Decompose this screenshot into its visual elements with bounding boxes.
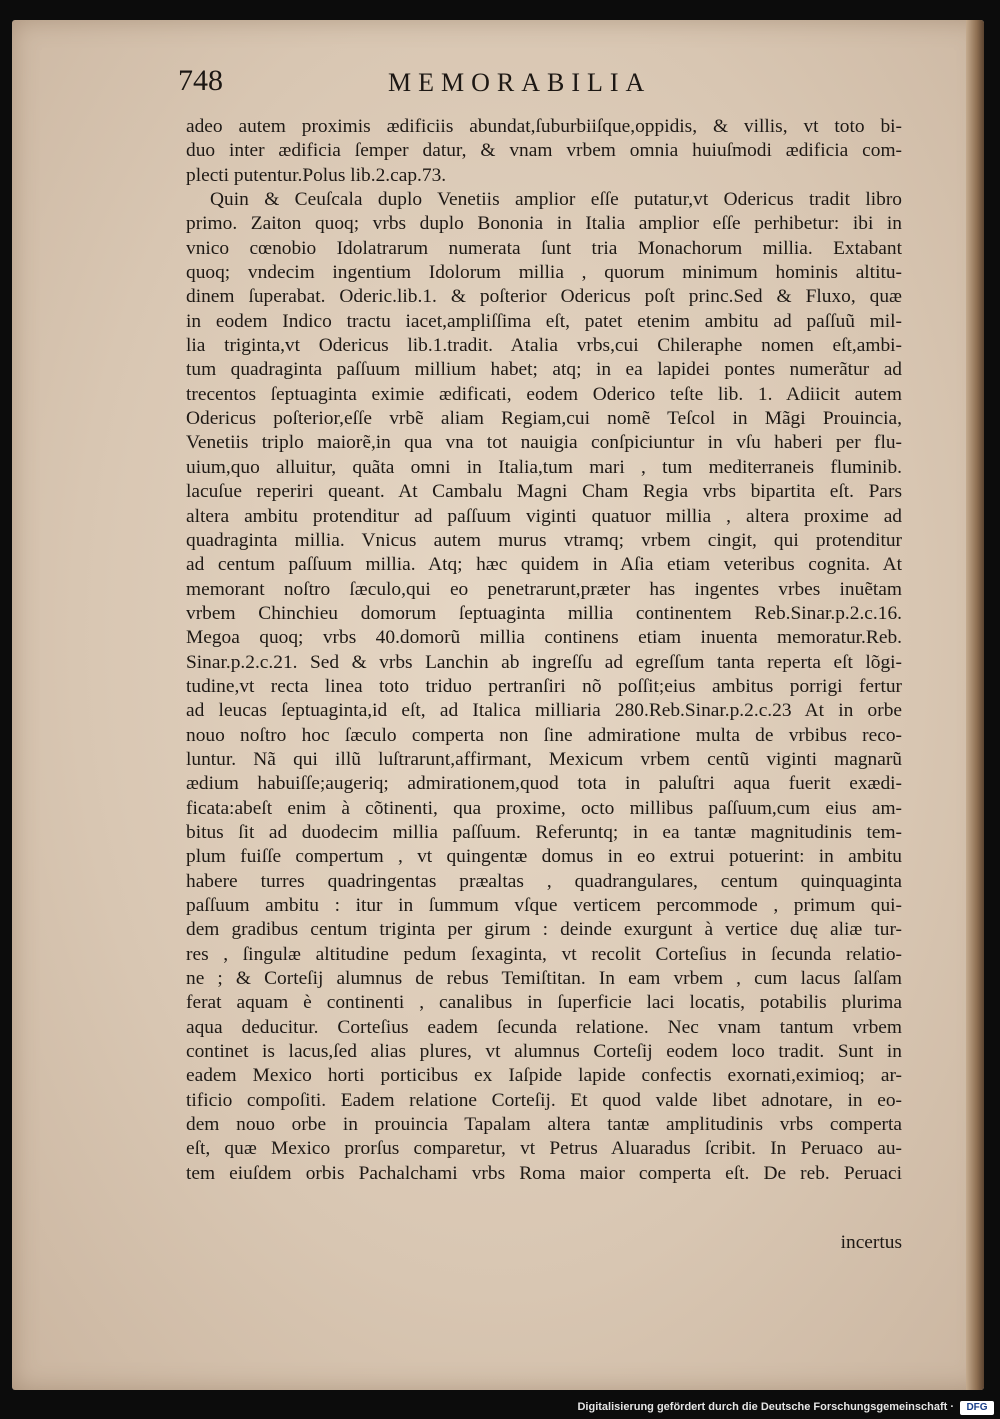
- text-line: ædium habuiſſe;augeriq; admirationem,quod tota in paluſtri aqua fuerit exædi-: [186, 773, 902, 795]
- text-line: luntur. Nã qui illũ luſtrarunt,affirmant, Mexicum vrbem centũ viginti magnarũ: [186, 748, 902, 770]
- digitization-footer: [0, 1398, 1000, 1419]
- text-line: ne ; & Corteſij alumnus de rebus Temiſtitan. In eam vrbem , cum lacus ſalſam: [186, 968, 902, 990]
- text-line: dem nouo orbe in prouincia Tapalam altera tantæ amplitudinis vrbs comperta: [186, 1114, 902, 1136]
- text-line: Sinar.p.2.c.21. Sed & vrbs Lanchin ab ingreſſu ad egreſſum tanta reperta eſt lõgi-: [186, 651, 902, 673]
- text-line: eadem Mexico horti porticibus ex Iaſpide lapide confectis exornati,eximioq; ar-: [186, 1065, 902, 1087]
- text-line: quadraginta millia. Vnicus autem murus vtramq; vrbem cingit, qui protenditur: [186, 529, 902, 551]
- text-line: continet is lacus,ſed alias plures, vt alumnus Corteſij eodem loco tradit. Sunt in: [186, 1041, 902, 1063]
- text-line: Odericus poſterior,eſſe vrbẽ aliam Regiam,cui nomẽ Teſcol in Mãgi Prouincia,: [186, 408, 902, 430]
- text-line: ad centum paſſuum millia. Atq; hæc quidem in Aſia etiam veteribus cognita. At: [186, 554, 902, 576]
- text-line: bitus ſit ad duodecim millia paſſuum. Referuntq; in ea tantæ magnitudinis tem-: [186, 821, 902, 843]
- text-line: trecentos ſeptuaginta eximie ædificati, eodem Oderico teſte lib. 1. Adiicit autem: [186, 383, 902, 405]
- text-line: lacuſue reperiri queant. At Cambalu Magni Cham Regia vrbs bipartita eſt. Pars: [186, 481, 902, 503]
- text-line: quoq; vndecim ingentium Idolorum millia , quorum minimum hominis altitu-: [186, 262, 902, 284]
- text-line: plum fuiſſe compertum , vt quingentæ domus in eo extrui potuerint: in ambitu: [186, 846, 902, 868]
- text-line: tum quadraginta paſſuum millium habet; atq; in ea lapidei pontes numerãtur ad: [186, 359, 902, 381]
- text-line: tificio compoſiti. Eadem relatione Corteſij. Et quod valde libet adnotare, in eo-: [186, 1089, 902, 1111]
- text-line: dinem ſuperabat. Oderic.lib.1. & poſterior Odericus poſt princ.Sed & Fluxo, quæ: [186, 286, 902, 308]
- body-text: [186, 115, 902, 1186]
- text-line: vnico cœnobio Idolatrarum numerata ſunt tria Monachorum millia. Extabant: [186, 237, 902, 259]
- page-number: 748: [178, 64, 223, 97]
- text-line: in eodem Indico tractu iacet,ampliſſima eſt, patet etenim ambitu ad paſſuũ mil-: [186, 310, 902, 332]
- text-line: paſſuum ambitu : itur in ſummum vſque verticem percommode , primum qui-: [186, 895, 902, 916]
- text-line: Venetiis triplo maiorẽ,in qua vna tot nauigia conſpiciuntur in vſu haberi per flu-: [186, 432, 902, 454]
- text-line: aqua deducitur. Corteſius eadem ſecunda relatione. Nec vnam tantum vrbem: [186, 1016, 902, 1038]
- text-line: ferat aquam è continenti , canalibus in ſuperficie laci locatis, potabilis plurima: [186, 992, 902, 1014]
- text-line: altera ambitu protenditur ad paſſuum viginti quatuor millia , altera proxime ad: [186, 505, 902, 527]
- catchword: incertus: [840, 1232, 902, 1253]
- text-line: memorant noſtro ſæculo,qui eo penetrarunt,præter has ingentes vrbes inuẽtam: [186, 578, 902, 600]
- text-line: eſt, quæ Mexico prorſus comparetur, vt Petrus Aluaradus ſcribit. In Peruaco au-: [186, 1138, 902, 1160]
- text-line: Megoa quoq; vrbs 40.domorũ millia continens etiam inuenta memoratur.Reb.: [186, 627, 902, 649]
- funding-credit: Digitalisierung gefördert durch die Deutsche Forschungsgemeinschaft ·: [577, 1401, 954, 1413]
- text-line: duo inter ædificia ſemper datur, & vnam vrbem omnia huiuſmodi ædificia com-: [186, 140, 902, 162]
- text-line: tem eiuſdem orbis Pachalchami vrbs Roma maior comperta eſt. De reb. Peruaci: [186, 1162, 902, 1184]
- text-line: habere turres quadringentas præaltas , quadrangulares, centum quinquaginta: [186, 870, 902, 892]
- text-line: plecti putentur.Polus lib.2.cap.73.: [186, 164, 447, 186]
- text-line: adeo autem proximis ædificiis abundat,ſuburbiiſque,oppidis, & villis, vt toto bi-: [186, 116, 902, 137]
- text-line: primo. Zaiton quoq; vrbs duplo Bononia in Italia amplior eſſe perhibetur: ibi in: [186, 213, 902, 235]
- text-line: Quin & Ceuſcala duplo Venetiis amplior eſſe putatur,vt Odericus tradit libro: [210, 189, 902, 211]
- text-line: ficata:abeſt enim à cõtinenti, qua proxime, octo millibus paſſuum,cum eius am-: [186, 797, 902, 819]
- dfg-logo: DFG: [960, 1401, 994, 1415]
- text-line: tudine,vt recta linea toto triduo pertranſiri nõ poſſit;eius ambitus porrigi fertur: [186, 675, 902, 697]
- text-line: lia triginta,vt Odericus lib.1.tradit. Atalia vrbs,cui Chileraphe nomen eſt,ambi-: [186, 335, 902, 357]
- text-line: vrbem Chinchieu domorum ſeptuaginta millia continentem Reb.Sinar.p.2.c.16.: [186, 602, 902, 624]
- text-line: nouo noſtro hoc ſæculo comperta non ſine admiratione multa de vrbibus reco-: [186, 724, 902, 746]
- text-line: dem gradibus centum triginta per girum : deinde exurgunt à vertice duę aliæ tur-: [186, 919, 902, 941]
- text-line: res , ſingulæ altitudine pedum ſexaginta, vt recolit Corteſius in ſecunda relatio-: [186, 943, 902, 965]
- page-header: [178, 64, 738, 104]
- page-gutter-edge: [966, 20, 984, 1390]
- text-line: uium,quo alluitur, quãta omni in Italia,tum mari , tum mediterraneis fluminib.: [186, 456, 902, 478]
- running-head: MEMORABILIA: [388, 68, 652, 97]
- text-line: ad leucas ſeptuaginta,id eſt, ad Italica milliaria 280.Reb.Sinar.p.2.c.23 At in orbe: [186, 700, 902, 722]
